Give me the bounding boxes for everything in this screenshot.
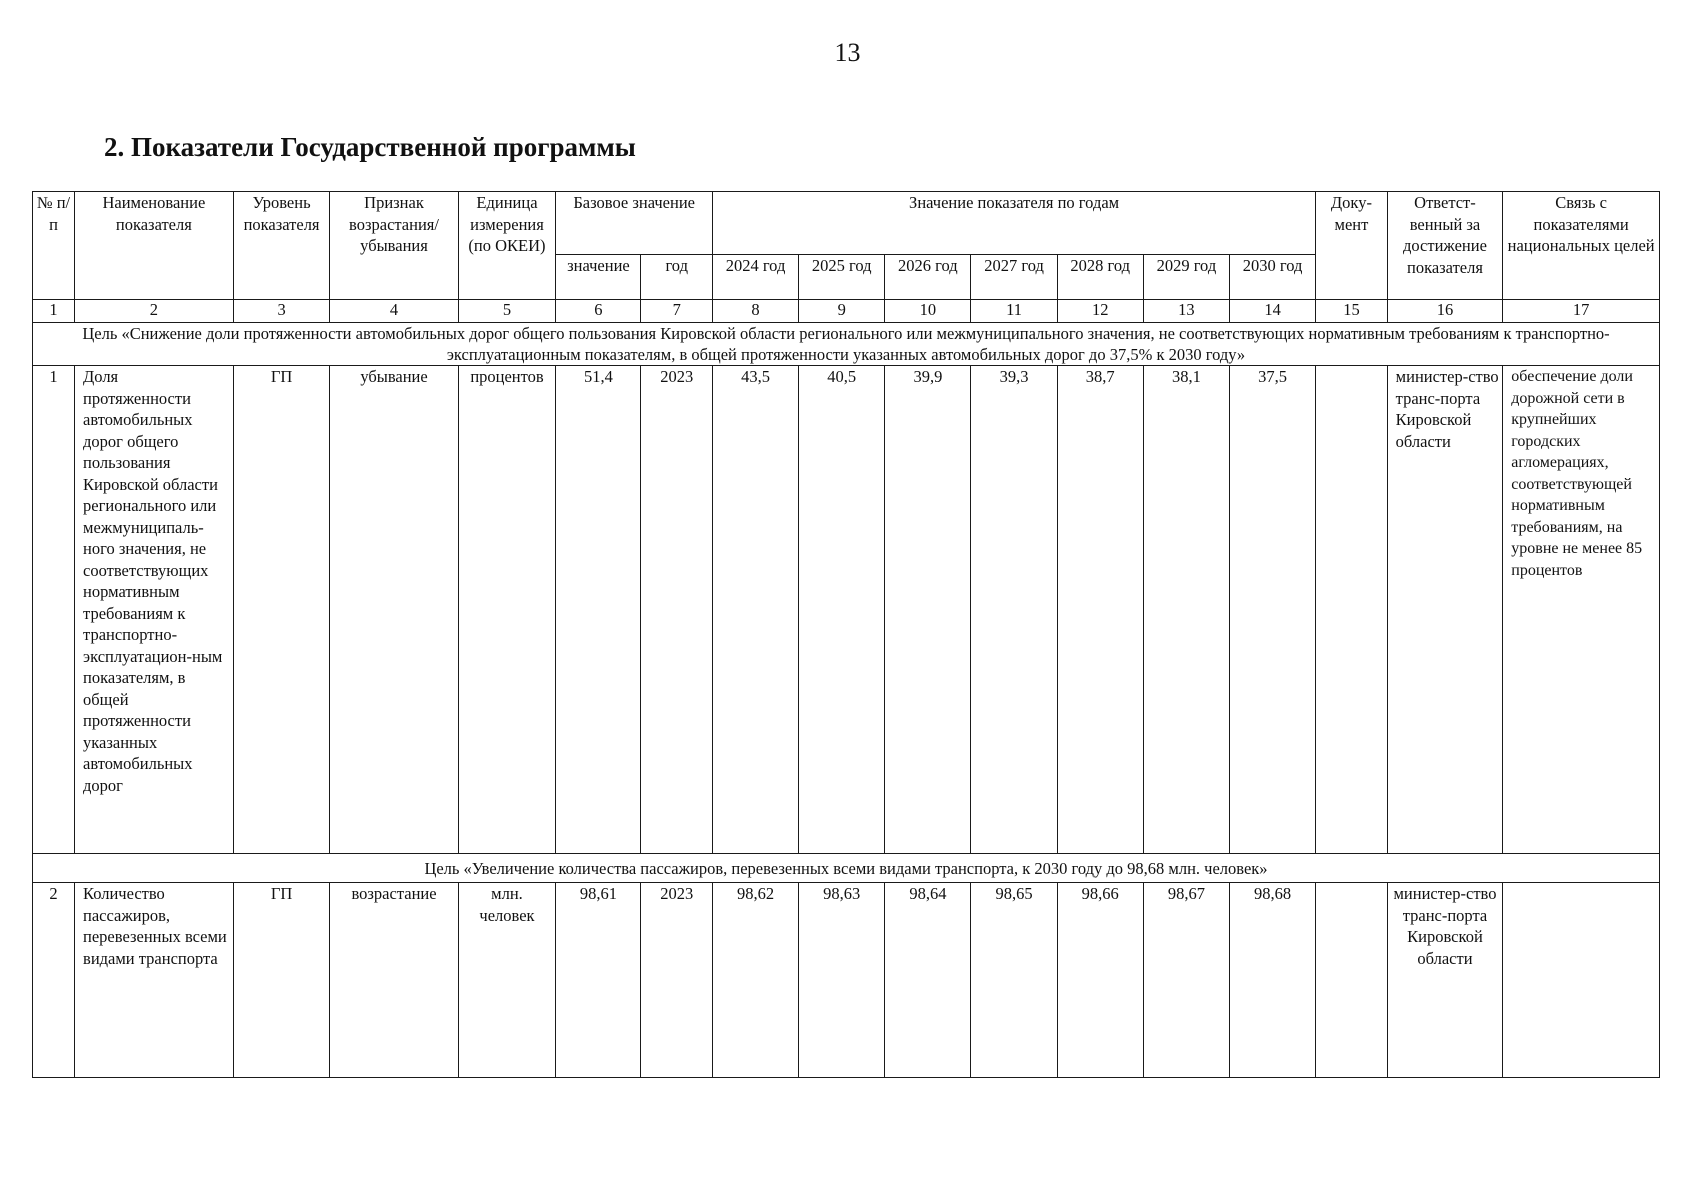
value-2026: 39,9 [885, 366, 971, 854]
value-2025: 40,5 [799, 366, 885, 854]
column-number: 6 [556, 300, 641, 323]
indicator-unit: процентов [458, 366, 556, 854]
value-2026: 98,64 [885, 883, 971, 1078]
column-number: 9 [799, 300, 885, 323]
value-2028: 98,66 [1057, 883, 1143, 1078]
value-2030: 98,68 [1229, 883, 1315, 1078]
column-number: 4 [330, 300, 458, 323]
document-cell [1316, 366, 1387, 854]
header-year-2024: 2024 год [712, 255, 798, 300]
column-number: 7 [641, 300, 712, 323]
column-number: 15 [1316, 300, 1387, 323]
header-year-2026: 2026 год [885, 255, 971, 300]
column-number: 13 [1143, 300, 1229, 323]
value-2030: 37,5 [1229, 366, 1315, 854]
value-2029: 98,67 [1143, 883, 1229, 1078]
value-2027: 98,65 [971, 883, 1057, 1078]
header-num: № п/п [33, 192, 75, 300]
national-goal-link [1503, 883, 1660, 1078]
column-number: 11 [971, 300, 1057, 323]
indicator-name: Доля протяженности автомобильных дорог общего пользования Кировской области регионального или межмуниципаль-ного значения, не соответствующих нормативным требованиям к транспортно-эксплуатацион-ным показателям, в общей протяженности указанных автомобильных дорог [75, 366, 234, 854]
goal-1-text: Цель «Снижение доли протяженности автомобильных дорог общего пользования Кировской области регионального или межмуниципального значения, не соответствующих нормативным требованиям к транспортно-эксплуатационным показателям, в общей протяженности указанных автомобильных дорог до 37,5% к 2030 году» [33, 323, 1660, 366]
row-num: 2 [33, 883, 75, 1078]
column-number: 8 [712, 300, 798, 323]
header-unit: Единица измерения (по ОКЕИ) [458, 192, 556, 300]
value-2025: 98,63 [799, 883, 885, 1078]
base-value: 51,4 [556, 366, 641, 854]
column-number: 3 [233, 300, 330, 323]
responsible-cell: министер-ство транс-порта Кировской области [1387, 883, 1503, 1078]
header-year-2027: 2027 год [971, 255, 1057, 300]
header-name: Наименование показателя [75, 192, 234, 300]
table-row [33, 366, 1660, 854]
base-year: 2023 [641, 366, 712, 854]
goal-row-1 [33, 323, 1660, 366]
column-number: 16 [1387, 300, 1503, 323]
value-2024: 98,62 [712, 883, 798, 1078]
header-document: Доку-мент [1316, 192, 1387, 300]
column-number: 14 [1229, 300, 1315, 323]
column-number-row [33, 300, 1660, 323]
header-level: Уровень показателя [233, 192, 330, 300]
indicator-trend: возрастание [330, 883, 458, 1078]
header-year-2029: 2029 год [1143, 255, 1229, 300]
header-year-2028: 2028 год [1057, 255, 1143, 300]
column-number: 10 [885, 300, 971, 323]
header-base-value: значение [556, 255, 641, 300]
header-year-2030: 2030 год [1229, 255, 1315, 300]
header-base-year: год [641, 255, 712, 300]
goal-row-2 [33, 854, 1660, 883]
indicator-name: Количество пассажиров, перевезенных всеми видами транспорта [75, 883, 234, 1078]
table-row [33, 883, 1660, 1078]
base-year: 2023 [641, 883, 712, 1078]
header-year-2025: 2025 год [799, 255, 885, 300]
header-trend: Признак возрастания/ убывания [330, 192, 458, 300]
indicator-level: ГП [233, 883, 330, 1078]
value-2028: 38,7 [1057, 366, 1143, 854]
base-value: 98,61 [556, 883, 641, 1078]
column-number: 1 [33, 300, 75, 323]
value-2024: 43,5 [712, 366, 798, 854]
indicator-unit: млн. человек [458, 883, 556, 1078]
document-cell [1316, 883, 1387, 1078]
header-row-1 [33, 192, 1660, 255]
national-goal-link: обеспечение доли дорожной сети в крупнейших городских агломерациях, соответствующей нормативным требованиям, на уровне не менее 85 процентов [1503, 366, 1660, 854]
header-base-group: Базовое значение [556, 192, 713, 255]
row-num: 1 [33, 366, 75, 854]
indicator-trend: убывание [330, 366, 458, 854]
header-national-goals: Связь с показателями национальных целей [1503, 192, 1660, 300]
header-responsible: Ответст-венный за достижение показателя [1387, 192, 1503, 300]
column-number: 5 [458, 300, 556, 323]
value-2029: 38,1 [1143, 366, 1229, 854]
value-2027: 39,3 [971, 366, 1057, 854]
responsible-cell: министер-ство транс-порта Кировской области [1387, 366, 1503, 854]
goal-2-text: Цель «Увеличение количества пассажиров, перевезенных всеми видами транспорта, к 2030 году до 98,68 млн. человек» [33, 854, 1660, 883]
page-number: 13 [834, 38, 861, 67]
column-number: 2 [75, 300, 234, 323]
section-title: 2. Показатели Государственной программы [104, 132, 636, 162]
column-number: 17 [1503, 300, 1660, 323]
header-years-group: Значение показателя по годам [712, 192, 1315, 255]
indicator-level: ГП [233, 366, 330, 854]
indicators-table [32, 191, 1660, 1078]
column-number: 12 [1057, 300, 1143, 323]
